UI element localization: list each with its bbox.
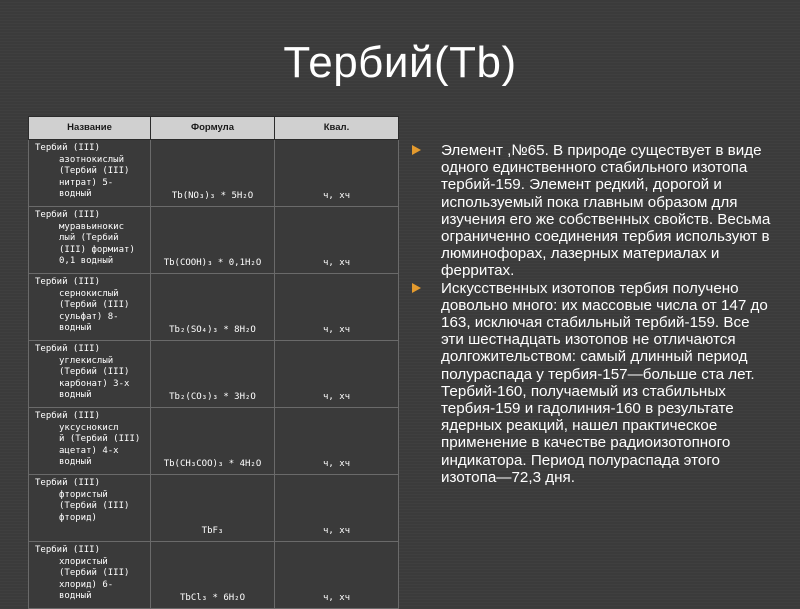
bullet-text-1: Элемент ,№65. В природе существует в виде одного единственного стабильного изотопа тербий-159. Элемент редкий, дорогой и используемый пока главным образом для изучения его же собственных свойств. Весьма ограниченно соединения тербия используют в люминофорах, лазерных материалах и ферритах. xyxy=(441,142,771,280)
compound-name-line: (Тербий (III) xyxy=(59,300,130,310)
table-header-row xyxy=(29,117,399,140)
description-text xyxy=(404,142,776,486)
compound-name-line: водный xyxy=(59,457,92,467)
compound-name-line: Тербий (III) xyxy=(35,411,101,421)
compound-name-line: водный xyxy=(59,390,92,400)
bullet-text-2: Искусственных изотопов тербия получено довольно много: их массовые числа от 147 до 163, исключая стабильный тербий-159. Все эти шестнадцать изотопов не отличаются долгожительством: самый длинный период полураспада у тербия-157—больше ста лет. Тербий-160, получаемый из стабильных тербия-159 и гадолиния-160 в результате ядерных реакций, нашел практическое применение в качестве радиоизотопного индикатора. Период полураспада этого изотопа—72,3 дня. xyxy=(441,279,768,486)
compound-name-line: (Тербий (III) xyxy=(59,166,130,176)
table-row xyxy=(29,408,399,475)
header-qual: Квал. xyxy=(275,117,399,140)
qualification-cell: ч, хч xyxy=(275,207,399,274)
qualification-cell: ч, хч xyxy=(275,341,399,408)
triangle-bullet-icon xyxy=(412,145,421,155)
slide-title: Тербий(Tb) xyxy=(283,38,517,87)
formula-cell: Tb₂(SO₄)₃ * 8H₂O xyxy=(151,274,275,341)
compound-name-line: Тербий (III) xyxy=(35,478,101,488)
compound-name-cell xyxy=(29,341,151,408)
compound-name-cell xyxy=(29,475,151,542)
table-row xyxy=(29,207,399,274)
compound-name-line: (Тербий (III) xyxy=(59,501,130,511)
qualification-cell: ч, хч xyxy=(275,408,399,475)
qualification-cell: ч, хч xyxy=(275,542,399,609)
compound-name-line: хлористый xyxy=(59,556,108,567)
compound-name-line: азотнокислый xyxy=(59,154,125,165)
compound-name-cell xyxy=(29,140,151,207)
compound-name-line: карбонат) 3-х xyxy=(59,378,130,389)
compound-name-line: водный xyxy=(59,189,92,199)
compound-name-line: 0,1 водный xyxy=(59,256,114,266)
compound-name-line: Тербий (III) xyxy=(35,344,101,354)
formula-cell: Tb(COOH)₃ * 0,1H₂O xyxy=(151,207,275,274)
compound-name-line: сернокислый xyxy=(59,288,119,299)
compound-name-cell xyxy=(29,274,151,341)
compound-name-cell xyxy=(29,542,151,609)
bullet-paragraph-2 xyxy=(404,280,776,486)
compound-name-line: фтористый xyxy=(59,489,108,500)
compound-name-line: Тербий (III) xyxy=(35,545,101,555)
table-row xyxy=(29,475,399,542)
compound-name-line: уксуснокисл xyxy=(59,422,119,433)
compound-name-line: фторид) xyxy=(59,512,97,523)
compound-name-line: хлорид) 6- xyxy=(59,579,114,590)
header-name: Название xyxy=(29,117,151,140)
compounds-table xyxy=(28,116,399,609)
formula-cell: Tb₂(CO₃)₃ * 3H₂O xyxy=(151,341,275,408)
formula-cell: TbCl₃ * 6H₂O xyxy=(151,542,275,609)
formula-cell: Tb(NO₃)₃ * 5H₂O xyxy=(151,140,275,207)
compound-name-line: (Тербий (III) xyxy=(59,367,130,377)
table-row xyxy=(29,542,399,609)
compound-name-line: водный xyxy=(59,323,92,333)
compound-name-line: нитрат) 5- xyxy=(59,177,114,188)
bullet-paragraph-1 xyxy=(404,142,776,280)
table-row xyxy=(29,341,399,408)
qualification-cell: ч, хч xyxy=(275,140,399,207)
header-formula: Формула xyxy=(151,117,275,140)
formula-cell: TbF₃ xyxy=(151,475,275,542)
triangle-bullet-icon xyxy=(412,283,421,293)
compound-name-line: Тербий (III) xyxy=(35,277,101,287)
compound-name-line: сульфат) 8- xyxy=(59,311,119,322)
qualification-cell: ч, хч xyxy=(275,274,399,341)
compound-name-cell xyxy=(29,207,151,274)
table-row xyxy=(29,140,399,207)
compound-name-line: (Тербий (III) xyxy=(59,568,130,578)
compound-name-line: водный xyxy=(59,591,92,601)
compound-name-line: й (Тербий (III) xyxy=(59,434,141,444)
compound-name-line: Тербий (III) xyxy=(35,210,101,220)
compound-name-line: ацетат) 4-х xyxy=(59,445,119,456)
compound-name-line: лый (Тербий xyxy=(59,233,119,243)
compound-name-line: Тербий (III) xyxy=(35,143,101,153)
table-row xyxy=(29,274,399,341)
compound-name-line: углекислый xyxy=(59,355,114,366)
qualification-cell: ч, хч xyxy=(275,475,399,542)
compound-name-line: (III) формиат) xyxy=(59,244,135,255)
compound-name-cell xyxy=(29,408,151,475)
formula-cell: Tb(CH₃COO)₃ * 4H₂O xyxy=(151,408,275,475)
compound-name-line: муравьинокис xyxy=(59,221,125,232)
